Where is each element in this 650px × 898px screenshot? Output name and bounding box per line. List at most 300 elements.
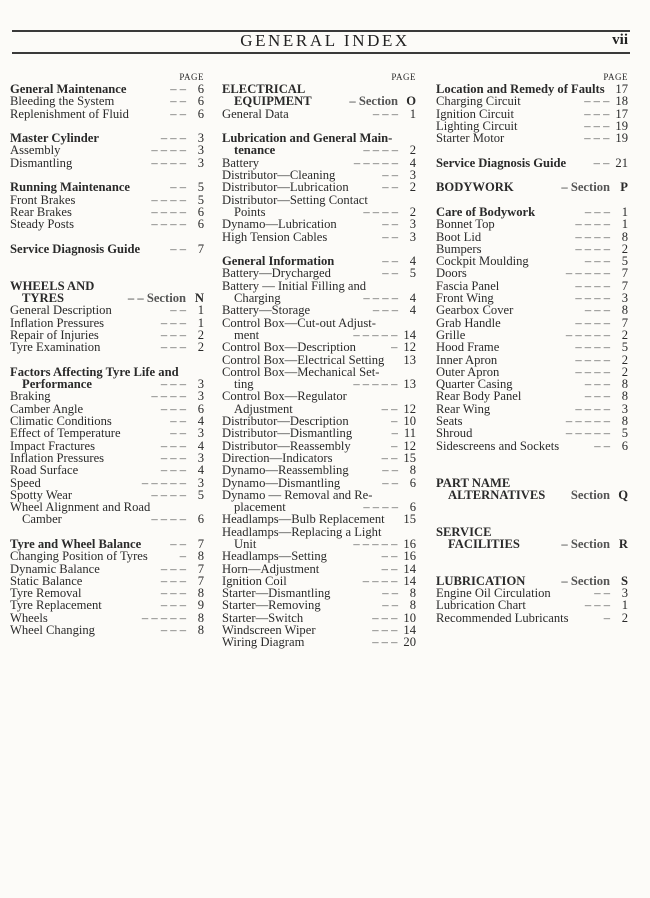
index-entry [222,464,416,476]
entry-page-number: 9 [197,598,204,613]
entry-page-number: O [406,94,416,109]
entry-page-number: 3 [197,450,204,465]
entry-page-number: 2 [197,327,204,342]
entry-label: EQUIPMENT [234,94,312,109]
index-entry [10,464,204,476]
entry-page-number: 18 [615,94,628,109]
leader-dashes: – – – – [575,402,610,416]
entry-label: Climatic Conditions [10,414,112,429]
entry-page-number: 8 [409,598,416,613]
entry-page-number: 3 [409,229,416,244]
entry-page-number: 8 [197,610,204,625]
entry-page-number: 2 [621,327,628,342]
entry-page-number: 4 [409,303,416,318]
entry-page-number: 8 [409,463,416,478]
entry-label: Grille [436,327,466,342]
entry-page-number: P [620,180,628,195]
leader-dashes: – Section [561,574,610,588]
entry-page-number: 20 [403,635,416,650]
entry-page-number: 3 [197,389,204,404]
entry-label: Gearbox Cover [436,303,514,318]
entry-page-number: Q [618,487,628,502]
entry-page-number: 7 [621,315,628,330]
entry-label: Battery—Drycharged [222,266,331,281]
index-column-2 [222,71,416,649]
entry-label: Battery — Initial Filling and [222,278,367,293]
index-entry [436,218,628,230]
page-column-label: PAGE [603,72,628,82]
leader-dashes: – – – – – [353,156,398,170]
entry-page-number: 2 [409,143,416,158]
leader-dashes: – – – [584,599,610,612]
entry-label: ment [234,327,260,342]
entry-page-number: 19 [615,118,628,133]
entry-label: Shroud [436,426,473,441]
leader-dashes: – – – [160,378,186,391]
leader-dashes: – – – – – [565,267,610,280]
index-entry [10,95,204,107]
entry-page-number: 2 [409,204,416,219]
entry-page-number: 2 [197,340,204,355]
entry-label: Performance [22,377,92,392]
index-entry [10,599,204,611]
entry-page-number: 6 [621,438,628,453]
index-heading [222,144,416,156]
group-spacer [436,144,628,156]
entry-page-number: 3 [409,168,416,183]
leader-dashes: – – [381,550,398,563]
index-entry [10,513,204,525]
entry-label: Points [234,204,266,219]
index-entry [436,267,628,279]
leader-dashes: – – [170,537,186,551]
index-entry [10,157,204,169]
entry-page-number: 7 [197,573,204,588]
entry-page-number: 8 [197,623,204,638]
entry-page-number: 5 [409,266,416,281]
group-spacer [10,255,204,267]
entry-page-number: 8 [197,586,204,601]
leader-dashes: – – – – [575,292,610,305]
entry-page-number: 10 [403,414,416,429]
entry-label: General Information [222,254,335,269]
leader-dashes: – – – – – [141,476,186,489]
entry-label: Control Box—Regulator [222,389,347,404]
entry-label: WHEELS AND [10,278,95,293]
entry-label: Dynamo—Lubrication [222,217,337,232]
entry-label: Rear Brakes [10,204,72,219]
leader-dashes: – [391,427,398,440]
leader-dashes: – – – – [151,193,186,206]
index-entry [436,341,628,353]
entry-label: Camber [22,512,62,527]
entry-page-number: 16 [403,536,416,551]
group-spacer [10,267,204,279]
leader-dashes: – – [382,255,398,268]
entry-page-number: 3 [197,377,204,392]
leader-dashes: – – – [160,402,186,416]
leader-dashes: – – – [160,587,186,600]
index-entry [222,341,416,353]
entry-label: Engine Oil Circulation [436,586,551,601]
leader-dashes: – – – – – [565,328,610,342]
index-entry [436,95,628,107]
leader-dashes: – – – – [363,501,398,514]
entry-label: Tyre Removal [10,586,82,601]
entry-label: High Tension Cables [222,229,328,244]
leader-dashes: – – [170,83,186,96]
entry-label: Service Diagnosis Guide [436,155,567,170]
entry-page-number: 8 [621,303,628,318]
entry-page-number: 6 [197,94,204,109]
entry-label: Speed [10,475,41,490]
leader-dashes: – – [382,464,398,477]
entry-label: Repair of Injuries [10,327,99,342]
entry-label: Headlamps—Replacing a Light [222,524,382,539]
entry-page-number: 1 [621,217,628,232]
entry-page-number: 8 [197,549,204,564]
entry-label: Windscreen Wiper [222,623,316,638]
entry-page-number: 5 [621,254,628,269]
entry-page-number: 6 [409,475,416,490]
leader-dashes: – – – – [575,218,610,231]
entry-label: LUBRICATION [436,573,526,588]
leader-dashes: – – – [584,119,610,133]
entry-page-number: 5 [197,192,204,207]
entry-label: Starter Motor [436,131,505,146]
group-spacer [10,354,204,366]
leader-dashes: – – [594,439,610,452]
index-entry [436,304,628,316]
entry-label: Headlamps—Setting [222,549,327,564]
leader-dashes: – – – – [575,365,610,379]
leader-dashes: – – – [584,304,610,317]
leader-dashes: – – – [160,451,186,465]
entry-page-number: 8 [621,414,628,429]
entry-page-number: 8 [409,586,416,601]
entry-page-number: 2 [621,364,628,379]
entry-label: PART NAME [436,475,511,490]
leader-dashes: – [391,415,398,428]
entry-page-number: 3 [621,401,628,416]
entry-page-number: 6 [197,512,204,527]
leader-dashes: – – – [160,574,186,588]
entry-label: Starter—Removing [222,598,321,613]
leader-dashes: – – [170,181,186,194]
leader-dashes: Section [570,488,610,502]
entry-label: Tyre Replacement [10,598,102,613]
index-entry [436,427,628,439]
group-spacer [436,513,628,525]
entry-label: Dynamo — Removal and Re- [222,487,373,502]
entry-label: General Description [10,303,112,318]
entry-label: SERVICE [436,524,492,539]
group-spacer [436,501,628,513]
leader-dashes: – – – – – [141,611,186,625]
leader-dashes: – – [382,218,398,231]
entry-label: Control Box—Description [222,340,356,355]
entry-label: Charging [234,291,281,306]
entry-label: Running Maintenance [10,180,131,195]
entry-label: Dynamic Balance [10,561,100,576]
index-entry [436,403,628,415]
entry-page-number: 12 [403,340,416,355]
entry-page-number: 11 [403,426,416,441]
leader-dashes: – – [381,451,398,465]
leader-dashes: – – – – [575,230,610,243]
entry-page-number: 7 [197,536,204,551]
leader-dashes: – – [170,107,186,120]
leader-dashes: – – – – [575,242,610,256]
entry-label: General Maintenance [10,82,127,96]
entry-label: Dynamo—Reassembling [222,463,349,478]
entry-page-number: 10 [403,610,416,625]
leader-dashes: – – [382,230,398,243]
entry-page-number: 6 [197,82,204,96]
entry-label: Hood Frame [436,340,500,355]
entry-page-number: 4 [409,155,416,170]
index-entry [436,231,628,243]
leader-dashes: – – – – [151,488,186,502]
entry-label: Effect of Temperature [10,426,121,441]
leader-dashes: – – – [372,107,398,120]
entry-label: Outer Apron [436,364,500,379]
index-section-heading [436,181,628,193]
index-column-1 [10,71,204,636]
entry-page-number: 4 [197,463,204,478]
leader-dashes: – – – [160,599,186,612]
leader-dashes: – – – [372,611,398,625]
group-spacer [10,231,204,243]
entry-page-number: 1 [197,303,204,318]
group-spacer [436,464,628,476]
leader-dashes: – – – – [575,341,610,354]
index-entry [436,390,628,402]
entry-page-number: 3 [197,143,204,158]
index-entry [10,390,204,402]
entry-label: Distributor—Dismantling [222,426,353,441]
entry-page-number: 6 [197,401,204,416]
entry-label: Unit [234,536,257,551]
leader-dashes: – [391,439,398,452]
index-entry [10,550,204,562]
entry-page-number: 5 [197,180,204,195]
entry-page-number: 1 [621,204,628,219]
entry-label: Distributor—Description [222,414,349,429]
leader-dashes: – – [170,415,186,428]
leader-dashes: – – – [584,378,610,391]
entry-label: Charging Circuit [436,94,521,109]
entry-page-number: 13 [403,352,416,367]
entry-page-number: 21 [615,155,628,170]
leader-dashes: – – – – [575,316,610,329]
leader-dashes: – – – – [151,218,186,231]
leader-dashes: – – – [160,328,186,342]
entry-label: Front Wing [436,291,494,306]
entry-page-number: 7 [621,278,628,293]
index-entry [10,341,204,353]
entry-label: Lubrication Chart [436,598,526,613]
entry-label: Bumpers [436,241,482,256]
entry-page-number: 3 [409,217,416,232]
entry-label: Factors Affecting Tyre Life and [10,364,179,379]
leader-dashes: – – [381,402,398,416]
leader-dashes: – – – [372,636,398,649]
leader-dashes: – – – – [151,205,186,219]
entry-label: Inner Apron [436,352,498,367]
leader-dashes: – – [382,181,398,194]
leader-dashes: – – – [160,439,186,452]
leader-dashes: – – – [160,316,186,329]
index-entry [10,144,204,156]
entry-label: Master Cylinder [10,131,99,146]
entry-label: Control Box—Mechanical Set- [222,364,380,379]
page-column-label: PAGE [391,72,416,82]
entry-label: Impact Fractures [10,438,95,453]
leader-dashes: – Section [561,537,610,551]
leader-dashes: – – – [584,255,610,268]
leader-dashes: – – Section [127,292,186,305]
entry-page-number: 4 [197,414,204,429]
entry-label: placement [234,500,286,515]
leader-dashes: – – – [372,304,398,317]
entry-label: Assembly [10,143,61,158]
index-section-heading [436,489,628,501]
leader-dashes: – – [382,169,398,182]
entry-label: Care of Bodywork [436,204,536,219]
entry-page-number: 12 [403,438,416,453]
entry-page-number: 3 [197,155,204,170]
index-entry [222,599,416,611]
index-section-heading [222,95,416,107]
leader-dashes: – – – [372,624,398,637]
entry-label: Grab Handle [436,315,501,330]
entry-page-number: N [194,291,204,306]
leader-dashes: – – – – – [353,378,398,391]
leader-dashes: – – [382,267,398,280]
entry-page-number: 13 [403,377,416,392]
page-column-label: PAGE [179,72,204,82]
entry-label: Starter—Switch [222,610,304,625]
entry-label: Wheels [10,610,48,625]
entry-page-number: 7 [197,561,204,576]
entry-label: Dynamo—Dismantling [222,475,341,490]
entry-label: TYRES [22,291,64,306]
leader-dashes: – – – [584,132,610,145]
entry-label: Bonnet Top [436,217,495,232]
entry-page-number: 6 [197,204,204,219]
entry-label: ELECTRICAL [222,82,306,96]
index-entry [436,599,628,611]
index-entry [222,636,416,648]
entry-page-number: 3 [197,475,204,490]
leader-dashes: – – – – [363,144,398,157]
entry-page-number: 12 [403,401,416,416]
entry-label: Direction—Indicators [222,450,333,465]
index-heading [10,181,204,193]
leader-dashes: – – – – [151,156,186,170]
entry-label: Ignition Coil [222,573,287,588]
leader-dashes: – – – – – [353,328,398,342]
entry-page-number: 8 [621,389,628,404]
group-spacer [436,550,628,562]
leader-dashes: – – [382,599,398,612]
entry-label: Boot Lid [436,229,482,244]
index-entry [10,427,204,439]
index-entry [436,132,628,144]
leader-dashes: – – – [584,107,610,120]
entry-page-number: 1 [197,315,204,330]
entry-label: Control Box—Electrical Setting [222,352,385,367]
entry-label: Braking [10,389,51,404]
entry-page-number: 6 [409,500,416,515]
entry-label: Wheel Alignment and Road [10,500,151,515]
index-entry [10,218,204,230]
entry-page-number: 2 [409,180,416,195]
entry-label: Spotty Wear [10,487,73,502]
entry-label: Distributor—Cleaning [222,168,336,183]
entry-label: Recommended Lubricants [436,610,569,625]
leader-dashes: – – – – – [565,415,610,428]
leader-dashes: – – – [160,562,186,575]
entry-label: Horn—Adjustment [222,561,320,576]
entry-page-number: 2 [621,610,628,625]
leader-dashes: – – – – [363,292,398,305]
entry-label: Rear Wing [436,401,491,416]
leader-dashes: – Section [349,95,398,108]
leader-dashes: – – – [160,132,186,145]
leader-dashes: – – – – [151,513,186,526]
leader-dashes: – – – – [575,353,610,366]
entry-label: Distributor—Reassembly [222,438,351,453]
entry-page-number: 6 [197,106,204,121]
entry-page-number: 19 [615,131,628,146]
index-entry [222,477,416,489]
entry-label: Static Balance [10,573,83,588]
page-number: vii [612,32,628,48]
leader-dashes: – – – [160,624,186,637]
index-entry [222,550,416,562]
entry-page-number: R [618,536,628,551]
entry-page-number: 1 [409,106,416,121]
entry-label: ting [234,377,254,392]
entry-label: Distributor—Lubrication [222,180,349,195]
entry-label: Service Diagnosis Guide [10,241,141,256]
entry-label: Location and Remedy of Faults [436,82,605,96]
entry-label: Tyre Examination [10,340,101,355]
entry-page-number: 7 [197,241,204,256]
leader-dashes: – – [381,562,398,575]
entry-page-number: 4 [409,291,416,306]
entry-label: Changing Position of Tyres [10,549,148,564]
entry-page-number: 14 [403,561,416,576]
index-section-heading [436,477,628,489]
entry-page-number: 3 [621,291,628,306]
entry-label: Road Surface [10,463,79,478]
entry-label: Wheel Changing [10,623,95,638]
index-heading [10,243,204,255]
index-entry [222,427,416,439]
entry-label: Camber Angle [10,401,84,416]
leader-dashes: – – – [160,341,186,354]
entry-page-number: 7 [621,266,628,281]
entry-label: Ignition Circuit [436,106,515,121]
entry-label: Starter—Dismantling [222,586,331,601]
index-column-3 [436,71,628,624]
index-entry [10,304,204,316]
entry-page-number: 17 [615,106,628,121]
entry-label: Front Brakes [10,192,76,207]
